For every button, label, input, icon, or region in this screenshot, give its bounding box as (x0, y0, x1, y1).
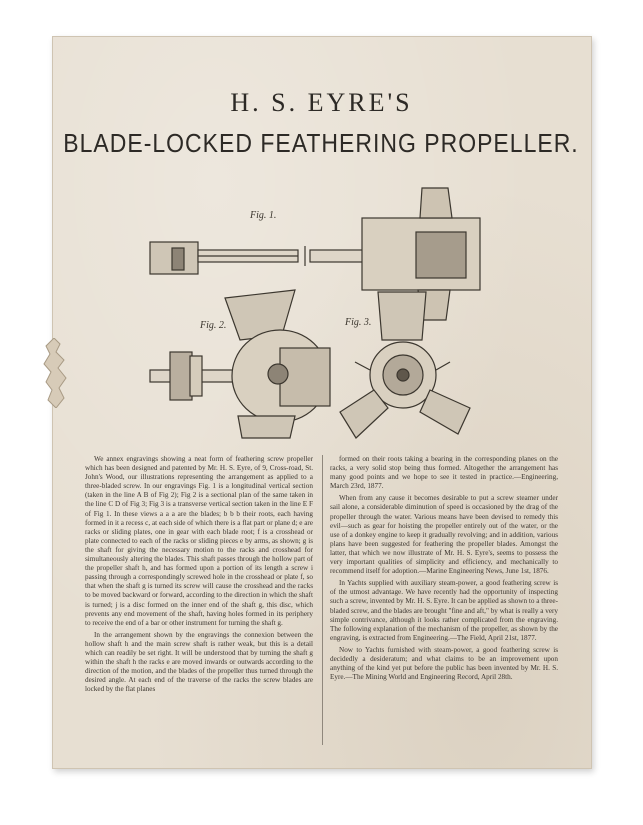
column-divider (322, 455, 323, 745)
fig3-label: Fig. 3. (345, 317, 372, 328)
page-subtitle: BLADE-LOCKED FEATHERING PROPELLER. (63, 128, 579, 158)
fig2-label: Fig. 2. (200, 320, 227, 331)
torn-edge-mark (40, 338, 70, 408)
left-paragraph-2: In the arrangement shown by the engravings the connexion between the hollow shaft h and the main screw shaft is rather weak, but this is a detail which can readily be set right. It will be understood that by turning the shaft g within the shaft h the racks e are moved inwards or outwards according to the direction of the motion, and the blades of the propeller thus turned through the desired angle. At each end of the traverse of the racks the screw blades are locked by the flat planes (85, 630, 313, 694)
right-paragraph-2: When from any cause it becomes desirable to put a screw steamer under sail alone, a considerable diminution of speed is occasioned by the drag of the propeller through the water. Various means have been devised to remedy this evil—such as gear for hoisting the propeller entirely out of the water, or the use of a donkey engine to keep it gradually revolving; and in addition, various plans have been suggested for feathering the propeller blades. Amongst the latter, that which we now illustrate of Mr. H. S. Eyre's, seems to possess the very important qualities of simplicity and efficiency, and mechanically to recommend itself for adoption.—Marine Engineering News, June 1st, 1876. (330, 494, 558, 576)
right-paragraph-3: In Yachts supplied with auxiliary steam-power, a good feathering screw is of the utmost advantage. We have recently had the opportunity of inspecting such a screw, invented by Mr. H. S. Eyre. It can be applied as shown to a three-bladed screw, and the blades are brought "fine and aft," by what is really a very simple contrivance, although it looks rather complicated from the engraving. The following explanation of the mechanism of the propeller, as shown by the engraving, is extracted from Engineering.—The Field, April 21st, 1877. (330, 579, 558, 642)
article-column-left (85, 455, 313, 750)
right-paragraph-4: Now to Yachts furnished with steam-power, a good feathering screw is decidedly a desideratum; and what claims to be an improvement upon anything of the kind yet put before the public has been invented by Mr. H. S. Eyre.—The Mining World and Engineering Record, April 28th. (330, 645, 558, 682)
left-paragraph-1: We annex engravings showing a neat form of feathering screw propeller which has been designed and patented by Mr. H. S. Eyre, of 9, Cross-road, St. John's Wood, our illustrations representing the arrangement as applied to a three-bladed screw. In our engravings Fig. 1 is a longitudinal vertical section (taken in the line A B of Fig 2); Fig 2 is a sectional plan of the same taken in the line C D of Fig 3; Fig 3 is a transverse vertical section taken in the line E F of Fig 1. In these views a a a are the blades; b b b their roots, each having formed in it a recess c, at each side of which there is a flat part or plane d; e are racks or sliding plates, one in gear with each blade root; f is a crosshead or plate connected to each of the racks or sliding pieces e by arms, as shown; g is the shaft for giving the necessary motion to the racks and crosshead for simultaneously altering the blades. This shaft passes through the hollow part of the propeller shaft h, and has formed upon a portion of its length a screw i passing through a correspondingly screwed hole in the crosshead or plate f, so that when the shaft g is turned its screw will cause the crosshead and the racks to be moved backward or forward, according to the direction in which the shaft is turned; j is a disc formed on the inner end of the shaft g, this disc, which prevents any end movement of the shaft, having holes formed in its periphery to receive the end of a bar or other instrument for turning the shaft g. (85, 455, 313, 627)
right-paragraph-1: formed on their roots taking a bearing in the corresponding planes on the racks, a very solid stop being thus formed. Altogether the arrangement has many good points and we hope to see it tested in practice.—Engineering, March 23rd, 1877. (330, 455, 558, 491)
article-column-right (330, 455, 558, 750)
propeller-engraving (130, 180, 510, 445)
fig1-label: Fig. 1. (250, 210, 277, 221)
page-title: H. S. EYRE'S (230, 88, 413, 117)
